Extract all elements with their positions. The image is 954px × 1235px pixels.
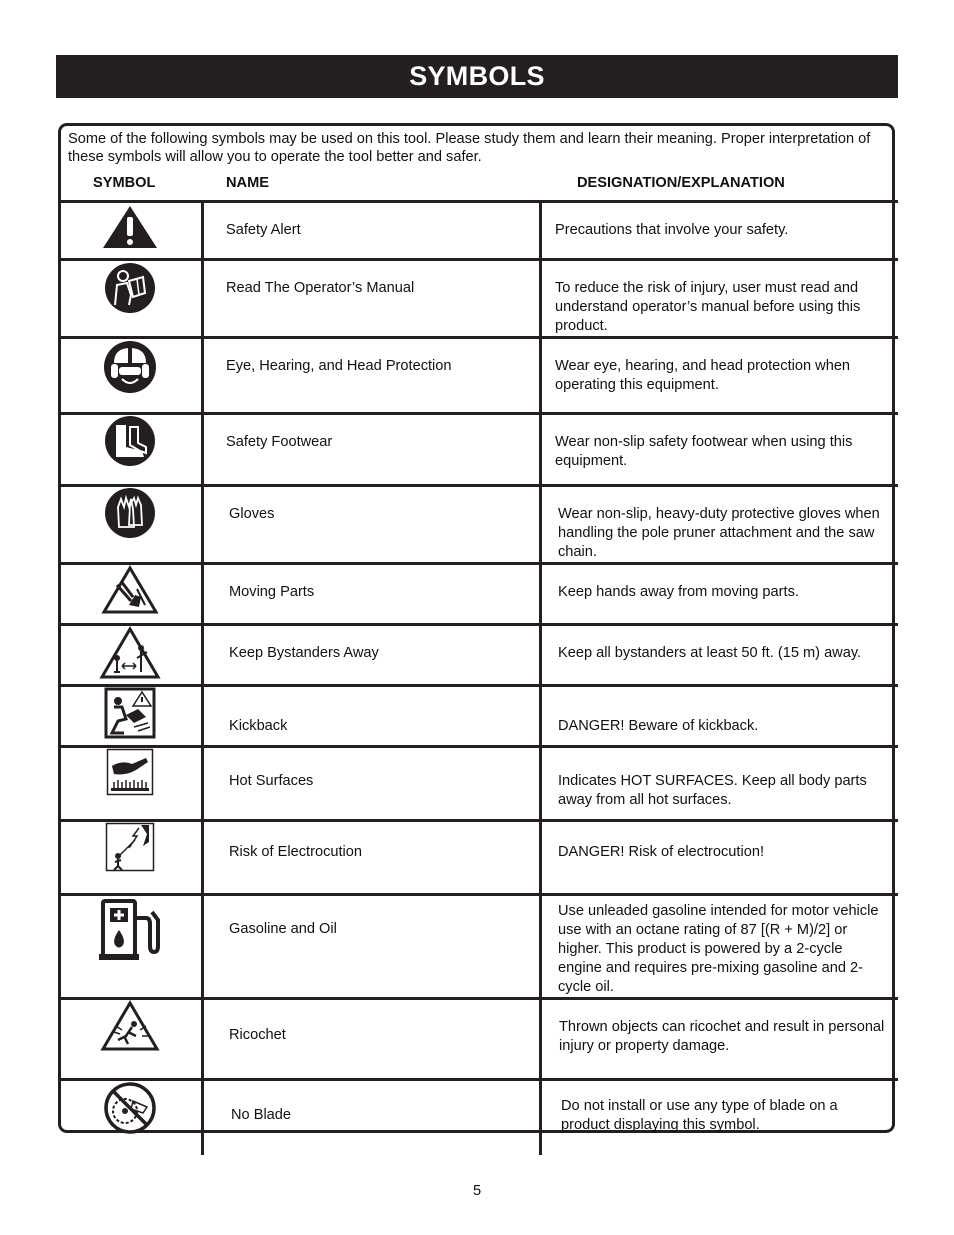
row-desc: Do not install or use any type of blade on a product displaying this symbol. xyxy=(541,1080,899,1155)
row-desc: Keep all bystanders at least 50 ft. (15 m) away. xyxy=(541,625,899,686)
table-row xyxy=(58,999,898,1080)
row-name: Gloves xyxy=(203,486,541,564)
keep-bystanders-away-icon xyxy=(99,626,161,680)
row-desc: Keep hands away from moving parts. xyxy=(541,564,899,625)
table-row xyxy=(58,564,898,625)
row-desc: Wear non-slip safety footwear when using this equipment. xyxy=(541,414,899,486)
table-row xyxy=(58,1080,898,1155)
header-name: NAME xyxy=(226,175,269,191)
row-name: Moving Parts xyxy=(203,564,541,625)
read-manual-icon xyxy=(103,261,157,315)
row-desc: DANGER! Beware of kickback. xyxy=(541,686,899,747)
symbols-table xyxy=(58,200,898,1155)
row-name: Gasoline and Oil xyxy=(203,895,541,999)
row-desc: Wear eye, hearing, and head protection when operating this equipment. xyxy=(541,338,899,414)
moving-parts-icon xyxy=(101,565,159,615)
table-row xyxy=(58,202,898,260)
row-name: Safety Footwear xyxy=(203,414,541,486)
row-desc: Precautions that involve your safety. xyxy=(541,202,899,260)
eye-hearing-head-protection-icon xyxy=(102,339,158,395)
page-title: SYMBOLS xyxy=(409,61,545,91)
title-bar xyxy=(56,55,898,98)
header-designation: DESIGNATION/EXPLANATION xyxy=(577,175,785,191)
row-name: Hot Surfaces xyxy=(203,747,541,821)
table-row xyxy=(58,414,898,486)
row-name: Eye, Hearing, and Head Protection xyxy=(203,338,541,414)
table-row xyxy=(58,686,898,747)
row-name: Ricochet xyxy=(203,999,541,1080)
gasoline-oil-icon xyxy=(98,896,162,962)
row-name: Safety Alert xyxy=(203,202,541,260)
table-row xyxy=(58,338,898,414)
row-desc: To reduce the risk of injury, user must read and understand operator’s manual before using this product. xyxy=(541,260,899,338)
electrocution-icon xyxy=(105,822,155,872)
kickback-icon xyxy=(104,687,156,739)
row-name: Risk of Electrocution xyxy=(203,821,541,895)
row-desc: Use unleaded gasoline intended for motor vehicle use with an octane rating of 87 [(R + M)/2] or higher. This product is powered by a 2-cycle engine and requires pre-mixing gasoline and 2-cycle oil. xyxy=(541,895,899,999)
header-symbol: SYMBOL xyxy=(93,175,156,191)
table-row xyxy=(58,747,898,821)
page-number: 5 xyxy=(472,1183,482,1199)
intro-text: Some of the following symbols may be used on this tool. Please study them and learn their meaning. Proper interpretation of these symbols will allow you to operate the tool better and safer. xyxy=(68,131,871,165)
row-name: Kickback xyxy=(203,686,541,747)
gloves-icon xyxy=(104,487,156,539)
row-desc: Wear non-slip, heavy-duty protective gloves when handling the pole pruner attachment and the saw chain. xyxy=(541,486,899,564)
table-row xyxy=(58,260,898,338)
table-row xyxy=(58,895,898,999)
hot-surfaces-icon xyxy=(106,748,154,796)
row-name: Keep Bystanders Away xyxy=(203,625,541,686)
table-row xyxy=(58,821,898,895)
row-name: Read The Operator’s Manual xyxy=(203,260,541,338)
row-desc: Indicates HOT SURFACES. Keep all body parts away from all hot surfaces. xyxy=(541,747,899,821)
safety-footwear-icon xyxy=(104,415,156,467)
row-desc: Thrown objects can ricochet and result in personal injury or property damage. xyxy=(541,999,899,1080)
row-desc: DANGER! Risk of electrocution! xyxy=(541,821,899,895)
no-blade-icon xyxy=(103,1081,157,1135)
ricochet-icon xyxy=(100,1000,160,1052)
table-row xyxy=(58,486,898,564)
safety-alert-icon xyxy=(100,203,160,251)
table-row xyxy=(58,625,898,686)
row-name: No Blade xyxy=(203,1080,541,1155)
